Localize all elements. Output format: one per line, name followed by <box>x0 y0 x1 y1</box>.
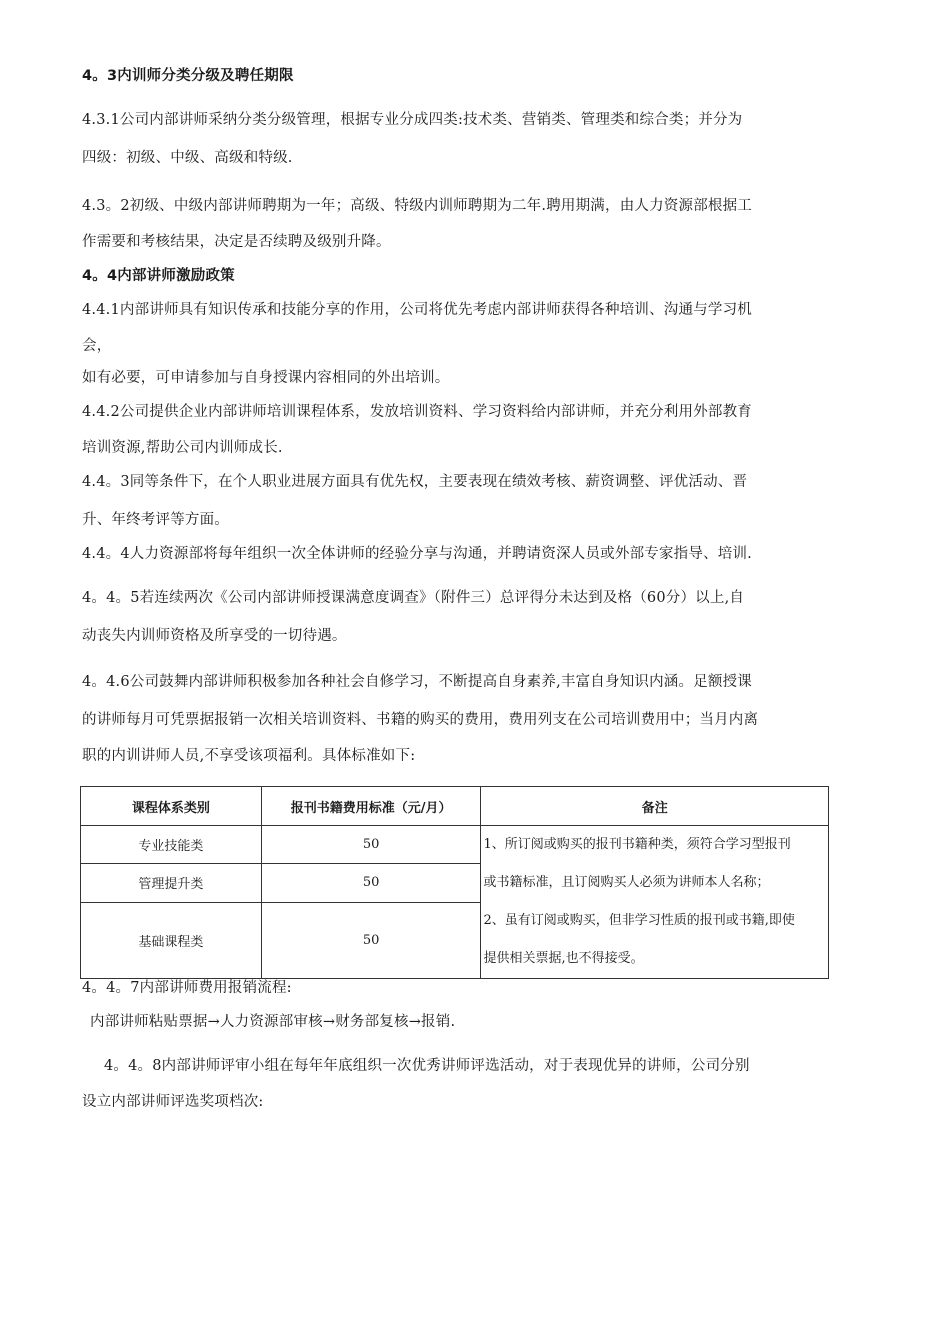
paragraph-4-3-1-line2: 四级：初级、中级、高级和特级. <box>82 150 293 166</box>
paragraph-4-4-6-line1: 4。4.6公司鼓舞内部讲师积极参加各种社会自修学习，不断提高自身素养,丰富自身知识内涵。足额授课 <box>82 674 752 690</box>
paragraph-4-4-1-line3: 如有必要，可申请参加与自身授课内容相同的外出培训。 <box>82 370 450 386</box>
reimbursement-table <box>80 786 829 979</box>
row-category: 专业技能类 <box>81 826 262 864</box>
paragraph-4-4-5-line2: 动丧失内训师资格及所享受的一切待遇。 <box>82 628 347 644</box>
paragraph-4-4-1-line1: 4.4.1内部讲师具有知识传承和技能分享的作用，公司将优先考虑内部讲师获得各种培训、沟通与学习机 <box>82 302 752 318</box>
row-category: 管理提升类 <box>81 864 262 902</box>
paragraph-4-4-8-line1: 4。4。8内部讲师评审小组在每年年底组织一次优秀讲师评选活动，对于表现优异的讲师，公司分别 <box>104 1058 750 1074</box>
row-category: 基础课程类 <box>81 902 262 979</box>
paragraph-4-4-2-line1: 4.4.2公司提供企业内部讲师培训课程体系，发放培训资料、学习资料给内部讲师，并充分利用外部教育 <box>82 404 752 420</box>
paragraph-4-4-3-line1: 4.4。3同等条件下，在个人职业进展方面具有优先权，主要表现在绩效考核、薪资调整、评优活动、晋 <box>82 474 748 490</box>
paragraph-4-4-5-line1: 4。4。5若连续两次《公司内部讲师授课满意度调查》（附件三）总评得分未达到及格（60分）以上,自 <box>82 590 745 606</box>
row-amount: 50 <box>261 864 481 902</box>
section-heading-4-3: 4。3内训师分类分级及聘任期限 <box>82 68 294 84</box>
paragraph-4-4-2-line2: 培训资源,帮助公司内训师成长. <box>82 440 283 456</box>
paragraph-4-4-3-line2: 升、年终考评等方面。 <box>82 512 229 528</box>
note-line: 或书籍标准，且订阅购买人必须为讲师本人名称； <box>483 875 770 890</box>
paragraph-4-4-4-line1: 4.4。4人力资源部将每年组织一次全体讲师的经验分享与沟通，并聘请资深人员或外部专家指导、培训. <box>82 546 752 562</box>
note-line: 1、所订阅或购买的报刊书籍种类，须符合学习型报刊 <box>483 837 791 852</box>
paragraph-4-4-7-line1: 4。4。7内部讲师费用报销流程: <box>82 980 292 996</box>
header-note: 备注 <box>481 787 829 826</box>
row-amount: 50 <box>261 826 481 864</box>
note-cell <box>481 826 829 979</box>
note-line: 2、虽有订阅或购买，但非学习性质的报刊或书籍,即使 <box>483 913 795 928</box>
note-line: 提供相关票据,也不得接受。 <box>483 951 644 966</box>
paragraph-4-3-2-line2: 作需要和考核结果，决定是否续聘及级别升降。 <box>82 234 391 250</box>
section-heading-4-4: 4。4内部讲师激励政策 <box>82 268 235 284</box>
paragraph-4-3-2-line1: 4.3。2初级、中级内部讲师聘期为一年；高级、特级内训师聘期为二年.聘用期满，由人力资源部根据工 <box>82 198 752 214</box>
table-row <box>81 826 829 864</box>
paragraph-4-4-8-line2: 设立内部讲师评选奖项档次: <box>82 1094 264 1110</box>
paragraph-4-4-7-line2: 内部讲师粘贴票据→人力资源部审核→财务部复核→报销. <box>90 1014 456 1030</box>
paragraph-4-4-1-line2: 会， <box>82 338 112 354</box>
header-category: 课程体系类别 <box>81 787 262 826</box>
row-amount: 50 <box>261 902 481 979</box>
table-header-row <box>81 787 829 826</box>
header-amount: 报刊书籍费用标准（元/月） <box>261 787 481 826</box>
paragraph-4-3-1-line1: 4.3.1公司内部讲师采纳分类分级管理，根据专业分成四类:技术类、营销类、管理类和综合类；并分为 <box>82 112 743 128</box>
paragraph-4-4-6-line2: 的讲师每月可凭票据报销一次相关培训资料、书籍的购买的费用，费用列支在公司培训费用中；当月内离 <box>82 712 759 728</box>
paragraph-4-4-6-line3: 职的内训讲师人员,不享受该项福利。具体标准如下: <box>82 748 416 764</box>
